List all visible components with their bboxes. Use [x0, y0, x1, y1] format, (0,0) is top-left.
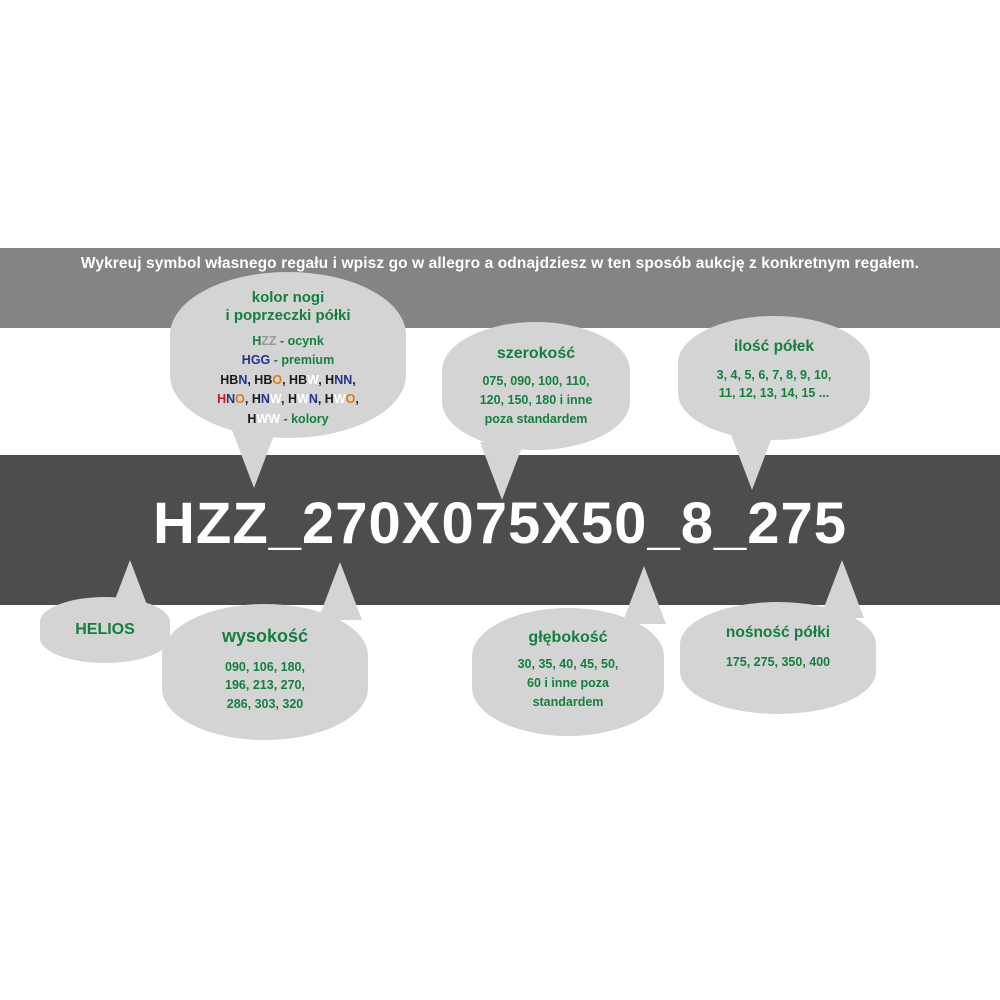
callout-kolor-line-1: HZZ - ocynk	[252, 334, 324, 348]
callout-wysokosc-body	[162, 658, 368, 714]
callout-glebokosc-title: głębokość	[528, 629, 608, 646]
callout-ilosc-title: ilość półek	[733, 338, 815, 355]
callout-kolor-line-4: HNO, HNW, HWN, HWO,	[217, 392, 359, 407]
callout-kolor-line-2: HGG - premium	[241, 353, 335, 368]
callout-glebokosc-body	[472, 655, 664, 711]
callout-szerokosc-line-1: 075, 090, 100, 110,	[482, 374, 590, 389]
callout-nosnosc-line-1: 175, 275, 350, 400	[725, 654, 831, 669]
product-code: HZZ_270X075X50_8_275	[153, 491, 847, 556]
callout-szerokosc-line-3: poza standardem	[484, 411, 588, 426]
callout-nosnosc-body	[680, 653, 876, 672]
callout-tail-ilosc	[730, 432, 774, 490]
callout-helios	[40, 597, 170, 663]
callout-nosnosc-polki	[680, 602, 876, 714]
callout-kolor-nogi	[170, 272, 406, 438]
callout-glebokosc-line-1: 30, 35, 40, 45, 50,	[517, 657, 619, 672]
callout-ilosc-line-1: 3, 4, 5, 6, 7, 8, 9, 10,	[716, 367, 832, 382]
callout-wysokosc-line-1: 090, 106, 180,	[225, 659, 305, 674]
callout-tail-kolor	[232, 430, 276, 488]
callout-szerokosc-title: szerokość	[496, 345, 576, 362]
callout-glebokosc-line-2: 60 i inne poza	[527, 675, 609, 690]
callout-tail-szerokosc	[480, 442, 524, 500]
callout-kolor-line-3: HBN, HBO, HBW, HNN,	[220, 372, 356, 387]
callout-szerokosc-line-2: 120, 150, 180 i inne	[479, 392, 593, 407]
callout-tail-wysokosc	[318, 562, 362, 620]
callout-ilosc-line-2: 11, 12, 13, 14, 15 ...	[718, 386, 830, 401]
callout-tail-glebokosc	[622, 566, 666, 624]
callout-szerokosc	[442, 322, 630, 450]
callout-szerokosc-body	[442, 372, 630, 428]
callout-ilosc-body	[678, 366, 870, 404]
instruction-text: Wykreuj symbol własnego regału i wpisz go w allegro a odnajdziesz w ten sposób aukcję z konkretnym regałem.	[80, 255, 920, 272]
callout-glebokosc-line-3: standardem	[532, 694, 604, 709]
callout-glebokosc	[472, 608, 664, 736]
callout-wysokosc-line-2: 196, 213, 270,	[225, 678, 305, 693]
callout-ilosc-polek	[678, 316, 870, 440]
callout-kolor-title-line1: kolor nogi	[251, 289, 325, 306]
callout-kolor-title-line2: i poprzeczki półki	[225, 307, 351, 324]
callout-kolor-title	[170, 289, 406, 325]
callout-wysokosc	[162, 604, 368, 740]
callout-helios-title: HELIOS	[75, 621, 135, 639]
callout-kolor-line-5: HWW - kolory	[247, 411, 329, 426]
callout-wysokosc-title: wysokość	[221, 626, 309, 646]
callout-wysokosc-line-3: 286, 303, 320	[226, 697, 304, 712]
callout-kolor-body	[170, 332, 406, 429]
callout-nosnosc-title: nośność półki	[725, 624, 831, 641]
